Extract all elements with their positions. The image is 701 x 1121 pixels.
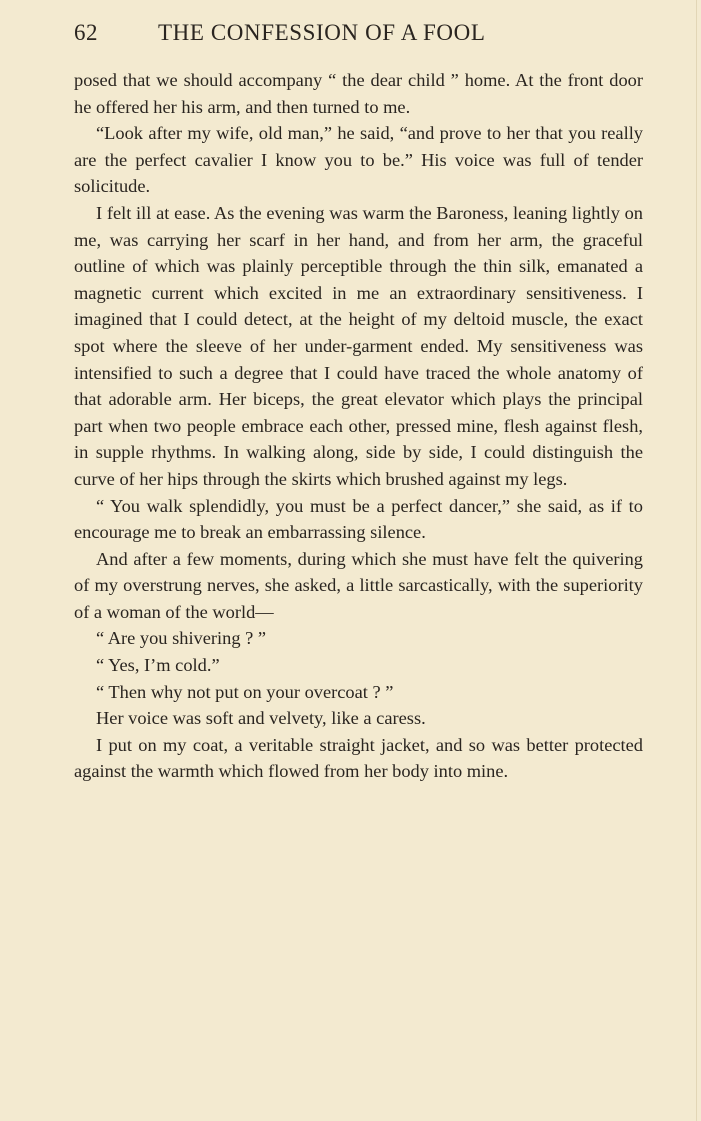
dialog-overcoat: “ Then why not put on your overcoat ? ” [96, 681, 394, 702]
page-edge-line [696, 0, 697, 1121]
paragraph-put-on-coat: I put on my coat, a veritable straight jacket, and so was better protected against the warmth which flowed from her body into mine. [74, 734, 643, 782]
dialog-cold: “ Yes, I’m cold.” [96, 655, 220, 676]
body-text [74, 67, 643, 785]
paragraph-look-after: “Look after my wife, old man,” he said, “and prove to her that you really are the perfect cavalier I know you to be.” His voice was full of tender solicitude. [74, 123, 643, 197]
dialog-shivering: “ Are you shivering ? ” [96, 628, 267, 649]
paragraph-ill-at-ease: I felt ill at ease. As the evening was warm the Baroness, leaning lightly on me, was carrying her scarf in her hand, and from her arm, the graceful outline of which was plainly perceptible through the thin silk, emanated a magnetic current which excited in me an extraordinary sensitiveness. I imagined that I could detect, at the height of my deltoid muscle, the exact spot where the sleeve of her under-garment ended. My sensitiveness was intensified to such a degree that I could have traced the whole anatomy of that adorable arm. Her biceps, the great elevator which plays the principal part when two people embrace each other, pressed mine, flesh against flesh, in supple rhythms. In walking along, side by side, I could distinguish the curve of her hips through the skirts which brushed against my legs. [74, 202, 643, 489]
running-title: THE CONFESSION OF A FOOL [158, 20, 486, 45]
paragraph-after-moments: And after a few moments, during which she must have felt the quivering of my overstrung nerves, she asked, a little sarcastically, with the superiority of a woman of the world— [74, 548, 643, 622]
page-number: 62 [74, 20, 98, 45]
paragraph-walk-splendidly: “ You walk splendidly, you must be a perfect dancer,” she said, as if to encourage me to break an embarrassing silence. [74, 495, 643, 543]
paragraph-continuation: posed that we should accompany “ the dear child ” home. At the front door he offered her his arm, and then turned to me. [74, 70, 643, 117]
page-header [74, 20, 643, 52]
paragraph-voice-soft: Her voice was soft and velvety, like a caress. [96, 708, 426, 729]
